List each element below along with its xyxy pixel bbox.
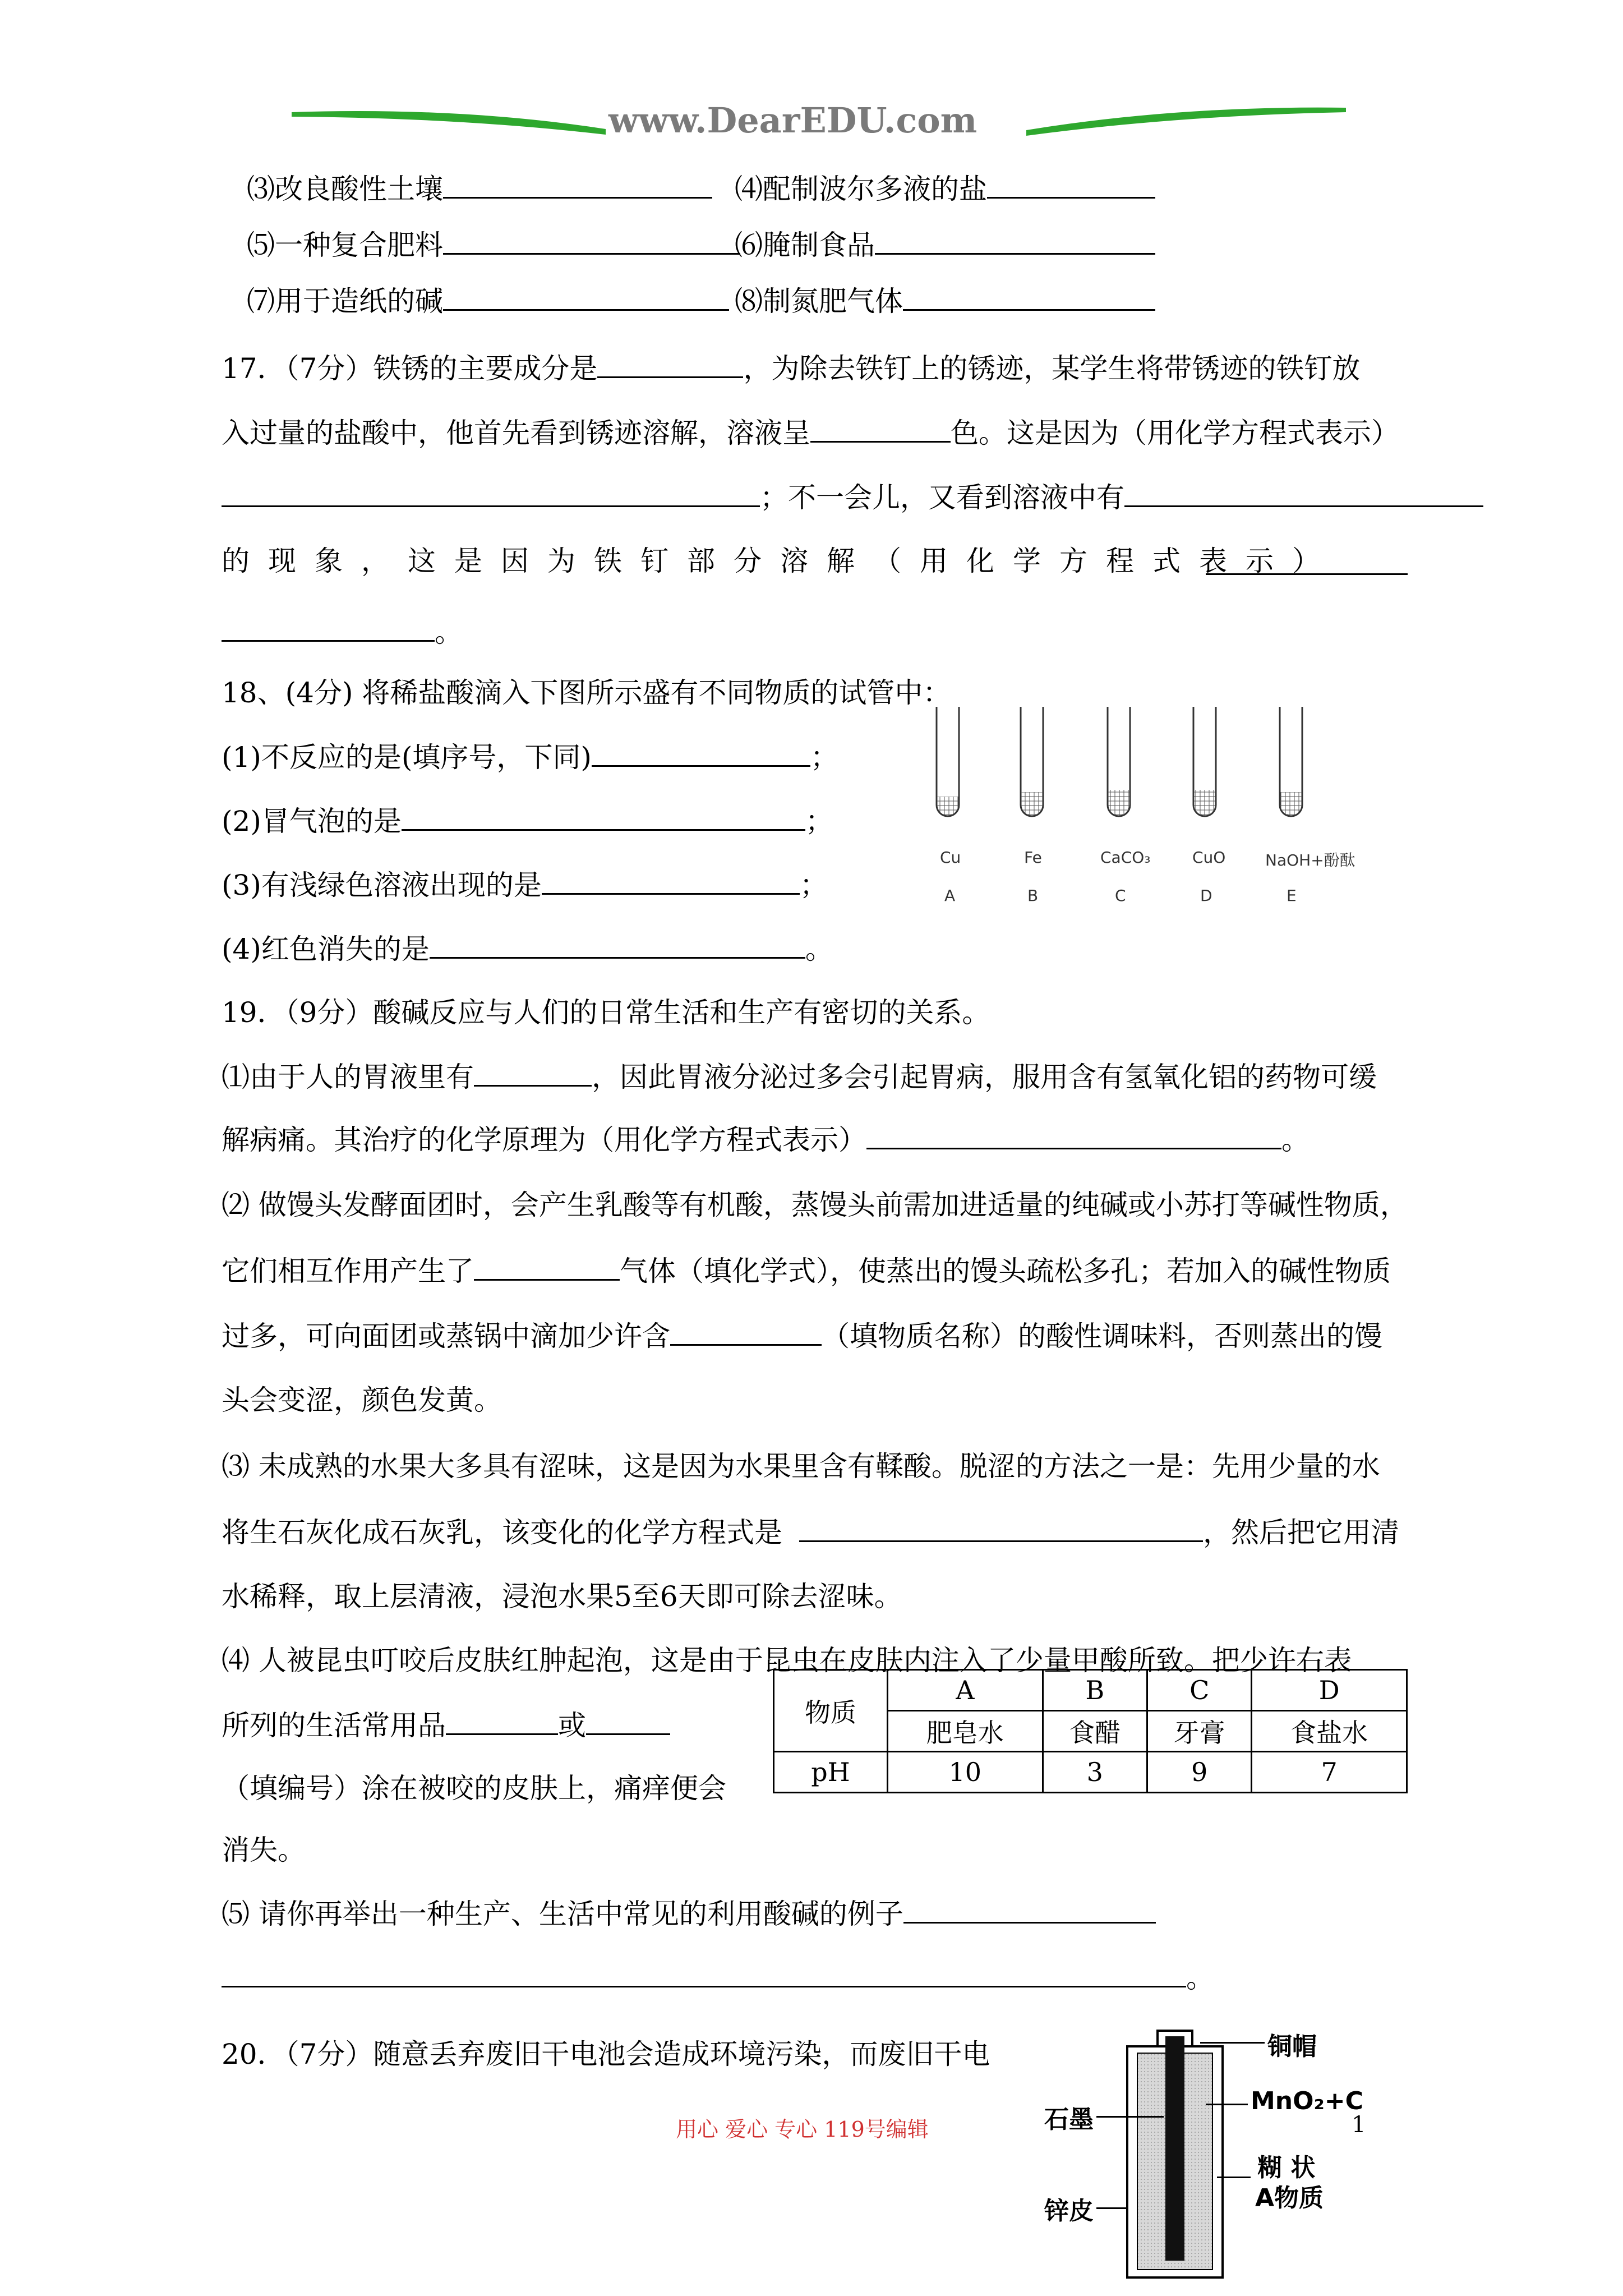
table-cell: B	[1043, 1670, 1147, 1711]
table-cell: 肥皂水	[888, 1711, 1043, 1752]
table-cell: 牙膏	[1147, 1711, 1251, 1752]
q16-item-4: ⑷配制波尔多液的盐	[735, 171, 1155, 206]
battery-label-mix: MnO₂+C	[1251, 2087, 1363, 2115]
ph-table	[773, 1669, 1408, 1793]
tube-a-letter: A	[944, 886, 956, 905]
q16-item-8: ⑻制氮肥气体	[735, 283, 1155, 318]
battery-diagram	[1116, 2019, 1251, 2289]
tube-a	[937, 707, 959, 816]
q16-item-7: ⑺用于造纸的碱	[247, 283, 729, 318]
battery-line-graphite	[1096, 2116, 1164, 2118]
battery-label-cap: 铜帽	[1267, 2032, 1317, 2061]
q19-p4-line1: ⑷ 人被昆虫叮咬后皮肤红肿起泡，这是由于昆虫在皮肤内注入了少量甲酸所致。把少许右表	[222, 1644, 1352, 1677]
q17-line-2: 入过量的盐酸中，他首先看到锈迹溶解，溶液呈 色。这是因为（用化学方程式表示）	[222, 415, 1399, 450]
q19-p2-line2: 它们相互作用产生了 气体（填化学式），使蒸出的馒头疏松多孔；若加入的碱性物质	[222, 1253, 1391, 1288]
q19-p2-line4: 头会变涩，颜色发黄。	[222, 1384, 502, 1416]
battery-label-paste-1: 糊 状	[1257, 2154, 1316, 2182]
table-cell: 3	[1043, 1752, 1147, 1793]
q19-p4-line3: （填编号）涂在被咬的皮肤上，痛痒便会	[222, 1772, 726, 1805]
q19-p4-line2: 所列的生活常用品 或	[222, 1708, 670, 1742]
battery-line-mix	[1206, 2104, 1248, 2105]
q17-line-3: ；不一会儿，又看到溶液中有	[222, 480, 1483, 514]
q17-line-4: 的现象，这是因为铁钉部分溶解（用化学方程式表示）	[222, 545, 1339, 577]
battery-label-graphite: 石墨	[1044, 2105, 1094, 2134]
q16-item-5: ⑸一种复合肥料	[247, 227, 740, 262]
tube-c	[1108, 707, 1130, 816]
tube-d	[1193, 707, 1216, 816]
q16-item-3: ⑶改良酸性土壤	[247, 171, 712, 206]
table-row	[774, 1670, 1407, 1711]
page-number: 1	[1352, 2112, 1366, 2138]
table-cell: 9	[1147, 1752, 1251, 1793]
q18-part-3: (3)有浅绿色溶液出现的是 ；	[222, 867, 828, 902]
battery-label-zinc: 锌皮	[1044, 2197, 1094, 2225]
q17-line-5: 。	[222, 614, 463, 649]
q17-line-1: 17．（7分）铁锈的主要成分是 ，为除去铁钉上的锈迹，某学生将带锈迹的铁钉放	[222, 351, 1360, 385]
tube-b-letter: B	[1027, 886, 1039, 905]
table-cell: A	[888, 1670, 1043, 1711]
q16-item-6: ⑹腌制食品	[735, 227, 1155, 262]
q18-title: 18、(4分) 将稀盐酸滴入下图所示盛有不同物质的试管中：	[222, 677, 951, 709]
table-cell: 7	[1252, 1752, 1407, 1793]
tube-e-letter: E	[1287, 886, 1297, 905]
battery-label-paste-2: A物质	[1255, 2184, 1324, 2212]
q18-part-1: (1)不反应的是(填序号，下同) ；	[222, 739, 838, 774]
test-tubes-figure	[920, 696, 1324, 864]
q19-p2-line3: 过多，可向面团或蒸锅中滴加少许含 （填物质名称）的酸性调味料，否则蒸出的馒	[222, 1318, 1382, 1353]
tube-e-substance: NaOH+酚酞	[1265, 851, 1355, 869]
q17-blank-4	[1206, 573, 1408, 575]
table-cell: 物质	[774, 1670, 888, 1752]
tube-d-substance: CuO	[1192, 848, 1226, 867]
tube-c-substance: CaCO₃	[1100, 848, 1151, 867]
q20-line-1: 20．（7分）随意丢弃废旧干电池会造成环境污染，而废旧干电	[222, 2038, 990, 2070]
table-cell: 食盐水	[1252, 1711, 1407, 1752]
battery-line-paste	[1217, 2177, 1251, 2178]
table-cell: 食醋	[1043, 1711, 1147, 1752]
q19-p5-line1: ⑸ 请你再举出一种生产、生活中常见的利用酸碱的例子	[222, 1896, 1156, 1931]
q18-part-4: (4)红色消失的是 。	[222, 931, 833, 966]
q19-p5-line2: 。	[222, 1960, 1214, 1995]
table-cell: C	[1147, 1670, 1251, 1711]
tube-b	[1021, 707, 1043, 816]
q19-p3-line1: ⑶ 未成熟的水果大多具有涩味，这是因为水果里含有鞣酸。脱涩的方法之一是：先用少量的水	[222, 1450, 1380, 1483]
q19-p1-line1: ⑴由于人的胃液里有 ，因此胃液分泌过多会引起胃病，服用含有氢氧化铝的药物可缓	[222, 1059, 1377, 1094]
table-cell: D	[1252, 1670, 1407, 1711]
battery-line-cap	[1200, 2042, 1265, 2044]
tube-a-substance: Cu	[940, 848, 961, 867]
table-cell: pH	[774, 1752, 888, 1793]
battery-line-zinc	[1096, 2207, 1127, 2209]
q19-p4-line4: 消失。	[222, 1834, 306, 1866]
footer-text: 用心 爱心 专心 119号编辑	[676, 2117, 929, 2142]
tube-b-substance: Fe	[1024, 848, 1042, 867]
tube-e	[1280, 707, 1302, 816]
site-logo: www.DearEDU.com	[608, 100, 978, 141]
q19-title: 19．（9分）酸碱反应与人们的日常生活和生产有密切的关系。	[222, 996, 990, 1029]
tube-c-letter: C	[1115, 886, 1126, 905]
q19-p1-line2: 解病痛。其治疗的化学原理为（用化学方程式表示） 。	[222, 1122, 1310, 1157]
q19-p3-line2: 将生石灰化成石灰乳，该变化的化学方程式是 ，然后把它用清	[222, 1515, 1399, 1549]
tube-d-letter: D	[1200, 886, 1212, 905]
table-row	[774, 1752, 1407, 1793]
q19-p2-line1: ⑵ 做馒头发酵面团时，会产生乳酸等有机酸，蒸馒头前需加进适量的纯碱或小苏打等碱性物质，	[222, 1189, 1408, 1221]
q18-part-2: (2)冒气泡的是 ；	[222, 803, 833, 838]
table-cell: 10	[888, 1752, 1043, 1793]
q19-p3-line3: 水稀释，取上层清液，浸泡水果5至6天即可除去涩味。	[222, 1580, 902, 1613]
